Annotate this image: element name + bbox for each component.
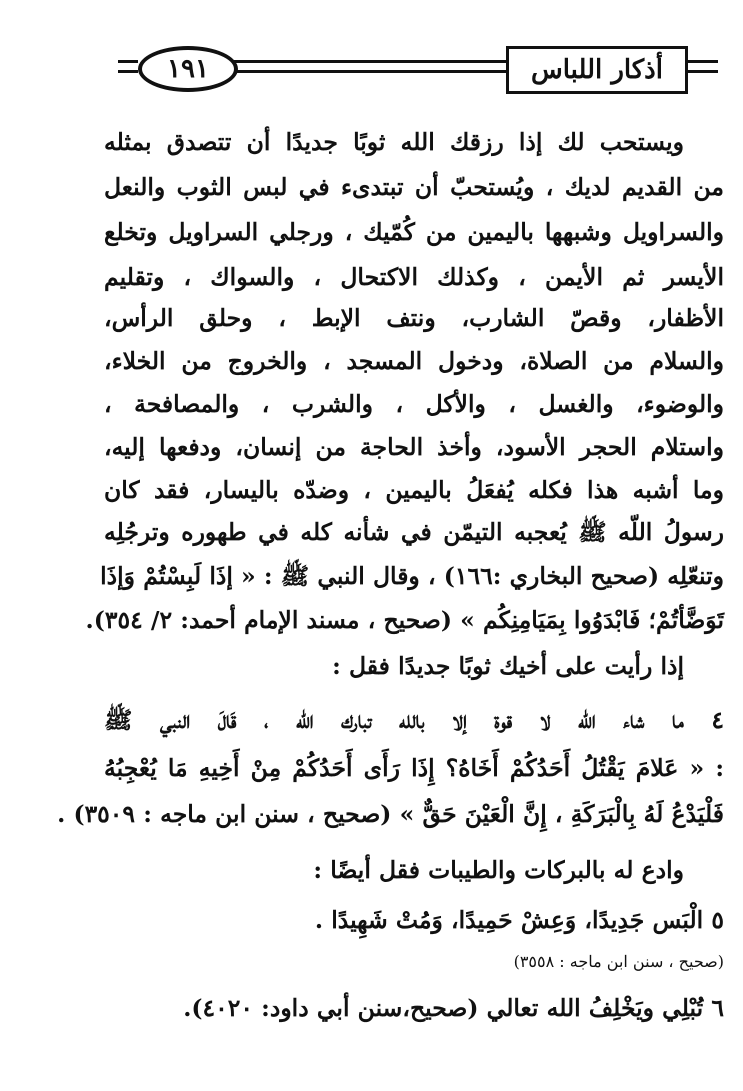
text-line-2: من القديم لديك ، ويُستحبّ أن تبتدىء في لبس الثوب والنعل (104, 173, 724, 201)
dhikr-4-line-2: : « عَلامَ يَقْتُلُ أَحَدُكُمْ أَخَاهُ؟ إِذَا رَأَى أَحَدُكُمْ مِنْ أَخِيهِ مَا يُعْجِبُهُ (104, 754, 724, 782)
page-number: ١٩١ (138, 46, 238, 92)
text-line-9: وما أشبه هذا فكله يُفعَلُ باليمين ، وضدّه باليسار، فقد كان (104, 476, 724, 504)
text-line-5: الأظفار، وقصّ الشارب، ونتف الإبط ، وحلق الرأس، (104, 304, 724, 332)
dhikr-4-line-1: ٤ ما شاء الله لا قوة إلا بالله تبارك الله ، قَالَ النبي ﷺ (104, 706, 724, 734)
dhikr-5-source: (صحيح ، سنن ابن ماجه : ٣٥٥٨) (513, 952, 724, 971)
dhikr-6-line: ٦ تُبْلِي ويَخْلِفُ الله تعالي (صحيح،سنن أبي داود: ٤٠٢٠). (183, 994, 724, 1022)
text-line-1: ويستحب لك إذا رزقك الله ثوبًا جديدًا أن تتصدق بمثله (104, 128, 684, 156)
text-line-6: والسلام من الصلاة، ودخول المسجد ، والخروج من الخلاء، (104, 347, 724, 375)
text-line-12: تَوَضَّأتُمْ؛ فَابْدَوُوا بِمَيَامِنِكُم » (صحيح ، مسند الإمام أحمد: ٢/ ٣٥٤). (85, 606, 724, 634)
text-line-4: الأيسر ثم الأيمن ، وكذلك الاكتحال ، والسواك ، وتقليم (104, 263, 724, 291)
dhikr-4-line-3: فَلْيَدْعُ لَهُ بِالْبَرَكَةِ ، إِنَّ الْعَيْنَ حَقٌّ » (صحيح ، سنن ابن ماجه : ٣٥٠٩) . (57, 800, 724, 828)
body-text (57, 0, 724, 1091)
dhikr-5-line: ٥ الْبَس جَدِيدًا، وَعِشْ حَمِيدًا، وَمُتْ شَهِيدًا . (314, 906, 724, 934)
text-line-13: إذا رأيت على أخيك ثوبًا جديدًا فقل : (332, 652, 684, 680)
text-line-8: واستلام الحجر الأسود، وأخذ الحاجة من إنسان، ودفعها إليه، (104, 433, 724, 461)
text-line-7: والوضوء، والغسل ، والأكل ، والشرب ، والمصافحة ، (104, 390, 724, 418)
text-line-3: والسراويل وشبهها باليمين من كُمّيك ، ورجلي السراويل وتخلع (104, 218, 724, 246)
text-line-11: وتنعّلِه (صحيح البخاري :١٦٦) ، وقال النبي ﷺ : « إذَا لَبِسْتُمْ وَإذَا (100, 562, 724, 590)
text-line-intro-5: وادع له بالبركات والطيبات فقل أيضًا : (313, 856, 684, 884)
page-title: أذكار اللباس (506, 46, 688, 94)
text-line-10: رسولُ اللّه ﷺ يُعجبه التيمّن في شأنه كله في طهوره وترجُلِه (104, 518, 724, 546)
